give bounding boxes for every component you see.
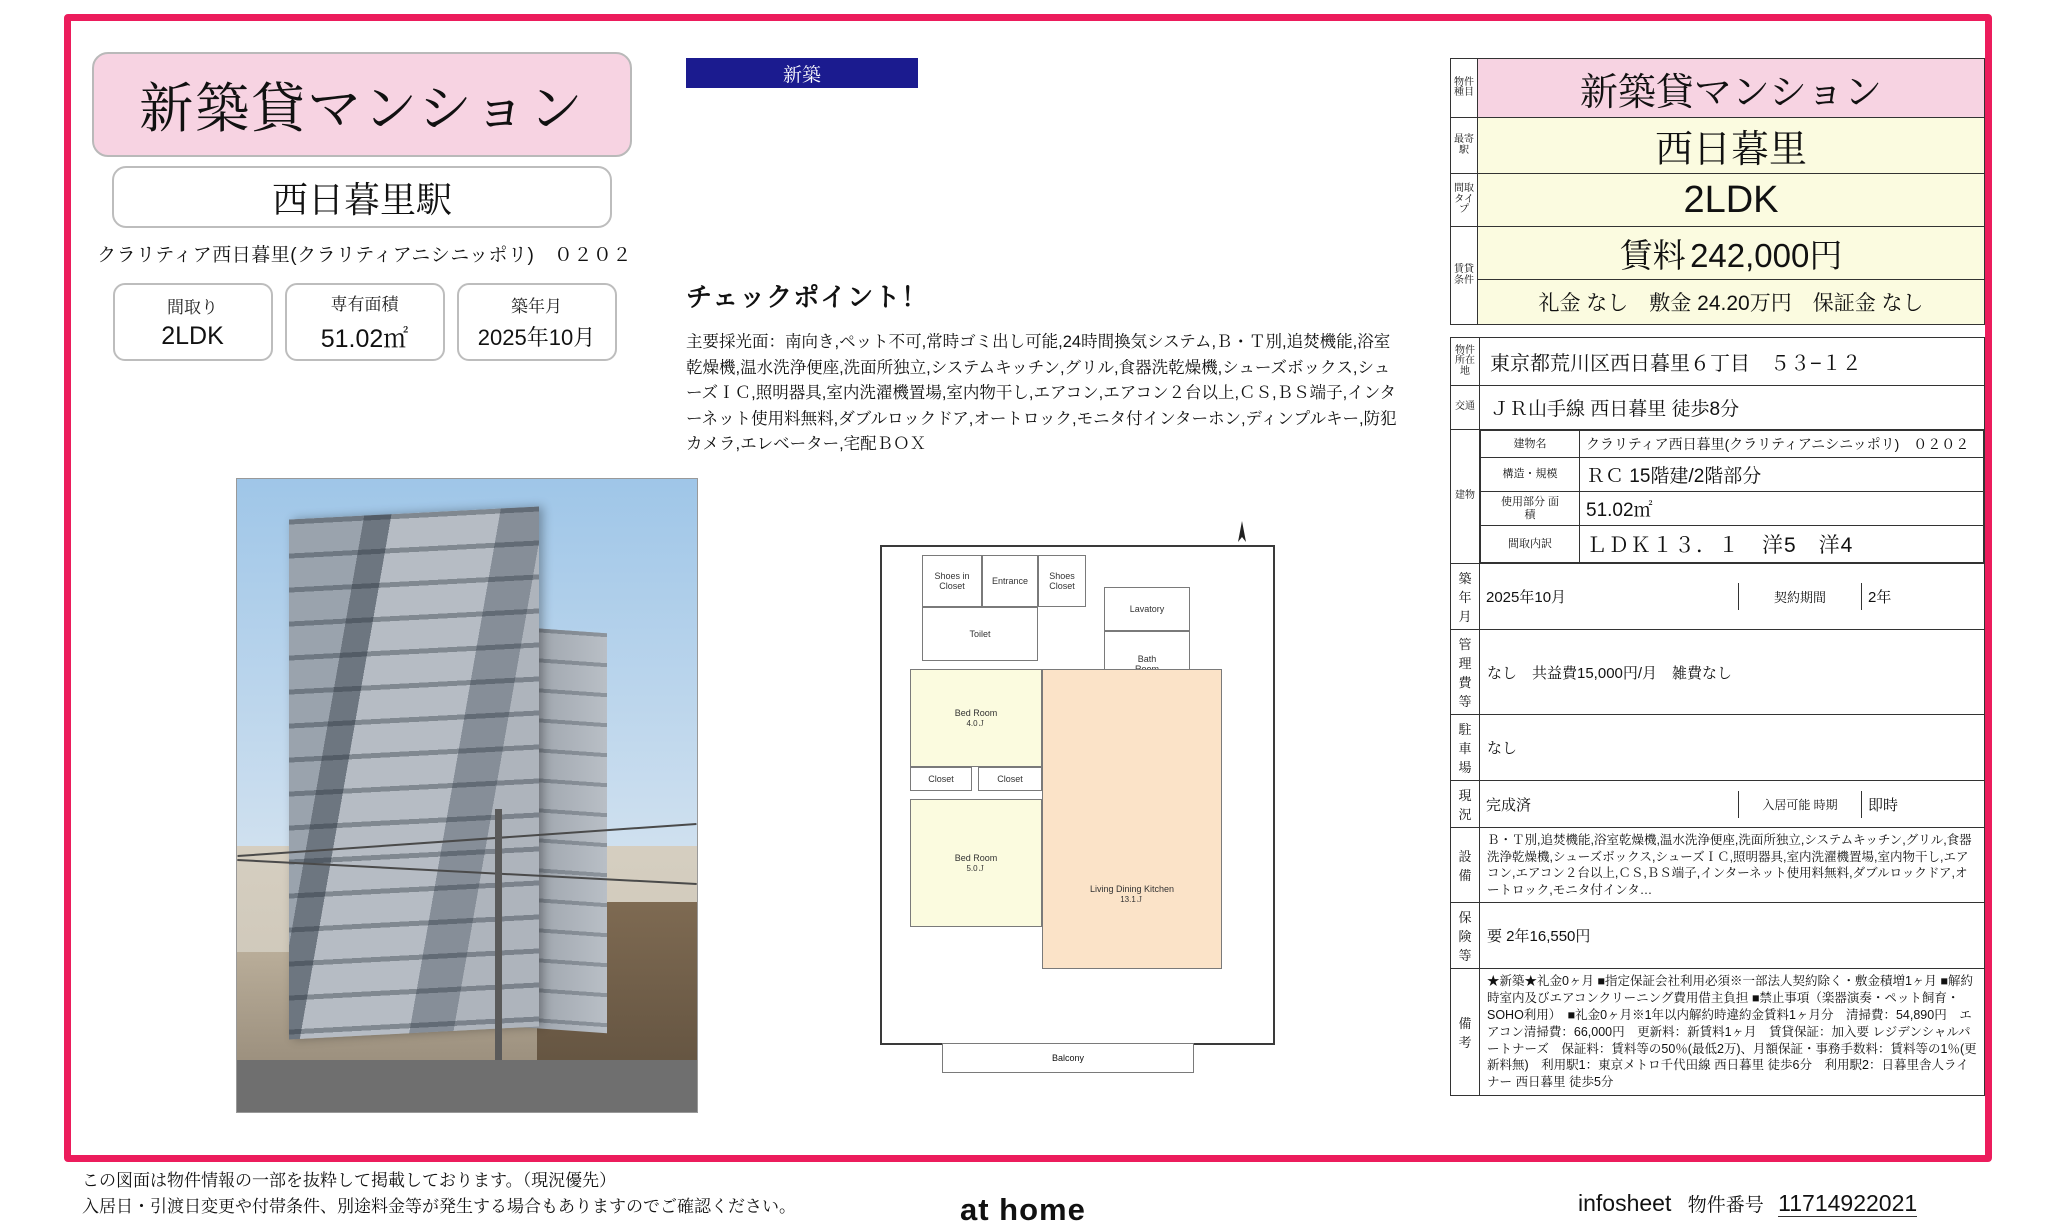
details-remarks-label: 備 考 bbox=[1451, 969, 1480, 1096]
details-builtdate-value: 2025年10月 bbox=[1480, 583, 1739, 610]
right-column bbox=[1450, 58, 1985, 1096]
building-row-area bbox=[1481, 492, 1984, 526]
details-parking-label: 駐車場 bbox=[1451, 715, 1480, 781]
summary-row-station-cell bbox=[1478, 118, 1985, 174]
building-structure-key: 構造・規模 bbox=[1481, 458, 1580, 492]
details-builtdate-label: 築年月 bbox=[1451, 564, 1480, 630]
station-name-text: 西日暮里駅 bbox=[271, 178, 452, 220]
property-no-label: 物件番号 bbox=[1687, 1195, 1764, 1216]
details-status-label: 現 況 bbox=[1451, 781, 1480, 828]
floor-plan-outline bbox=[880, 545, 1275, 1063]
spec-card-layout-value: 2LDK bbox=[161, 322, 224, 350]
details-table bbox=[1450, 337, 1985, 1096]
room-shoes-closet-label: Shoes bbox=[1049, 571, 1075, 581]
room-bedroom-1 bbox=[910, 669, 1042, 767]
left-column bbox=[92, 52, 637, 361]
summary-row-station-head: 最寄駅 bbox=[1451, 118, 1478, 174]
details-row-builtdate bbox=[1451, 564, 1985, 630]
details-contract-label: 契約期間 bbox=[1739, 583, 1862, 610]
summary-row-layout-value: 2LDK bbox=[1683, 178, 1779, 221]
room-ldk-size: 13.1Ｊ bbox=[1120, 894, 1144, 904]
summary-table bbox=[1450, 58, 1985, 325]
summary-row-type-value: 新築貸マンション bbox=[1478, 59, 1985, 118]
building-area-key: 使用部分 面 積 bbox=[1481, 492, 1580, 526]
building-name-text: クラリティア西日暮里(クラリティアニシニッポリ) ０２０２ bbox=[97, 245, 632, 266]
room-closet-1 bbox=[910, 767, 972, 791]
room-balcony-label: Balcony bbox=[1051, 1053, 1085, 1063]
details-row-equipment bbox=[1451, 828, 1985, 903]
details-insurance-label: 保険等 bbox=[1451, 903, 1480, 969]
room-closet-2 bbox=[978, 767, 1042, 791]
details-building-cell bbox=[1480, 430, 1985, 564]
details-address-value: 東京都荒川区西日暮里６丁目 ５３−１２ bbox=[1480, 338, 1985, 386]
details-movein-label: 入居可能 時期 bbox=[1739, 791, 1862, 818]
details-equipment-value: Ｂ・Ｔ別,追焚機能,浴室乾燥機,温水洗浄便座,洗面所独立,システムキッチン,グリル,食器洗浄乾燥機,シューズボックス,シューズＩＣ,照明器具,室内洗濯機置場,室内物干し,エアコン,エアコン２台以上,ＣＳ,ＢＳ端子,インターネット使用料無料,ダブルロックドア,オートロック,モニタ付インタ… bbox=[1480, 828, 1985, 903]
spec-card-builtdate-value: 2025年10月 bbox=[477, 325, 596, 350]
footer-disclaimer bbox=[82, 1168, 796, 1219]
photo-road bbox=[237, 1060, 697, 1112]
athome-logo bbox=[960, 1192, 1086, 1228]
room-bedroom-1-label: Bed Room bbox=[954, 707, 998, 718]
details-row-mgmtfee bbox=[1451, 630, 1985, 715]
summary-row-rent-cell bbox=[1478, 227, 1985, 280]
room-closet-2-label: Closet bbox=[997, 774, 1023, 784]
building-name-key: 建物名 bbox=[1481, 431, 1580, 458]
details-access-label: 交通 bbox=[1451, 386, 1480, 430]
footer-disclaimer-line2: 入居日・引渡日変更や付帯条件、別途料金等が発生する場合もありますのでご確認ください。 bbox=[82, 1196, 796, 1216]
building-area-value: 51.02㎡ bbox=[1580, 492, 1984, 526]
details-movein-value: 即時 bbox=[1868, 796, 1899, 814]
room-bedroom-2-label: Bed Room bbox=[954, 852, 998, 863]
summary-row-layout-cell bbox=[1478, 174, 1985, 227]
room-shoes-in-closet: Shoes in Closet bbox=[922, 555, 982, 607]
summary-row-type-head: 物件種目 bbox=[1451, 59, 1478, 118]
property-type-title-text: 新築貸マンション bbox=[139, 79, 585, 139]
details-contract-value: 2年 bbox=[1868, 589, 1892, 606]
building-layout-key: 間取内訳 bbox=[1481, 526, 1580, 563]
spec-card-area-label: 専有面積 bbox=[330, 294, 399, 314]
spec-card-area-value: 51.02㎡ bbox=[320, 324, 409, 353]
room-closet-1-label: Closet bbox=[928, 774, 954, 784]
summary-row-conditions-cell bbox=[1478, 280, 1985, 325]
room-shoes-closet: Shoes Closet bbox=[1038, 555, 1086, 607]
details-row-parking bbox=[1451, 715, 1985, 781]
room-toilet-label: Toilet bbox=[969, 629, 991, 639]
details-row-access bbox=[1451, 386, 1985, 430]
new-build-tag-text: 新築 bbox=[782, 64, 821, 86]
room-entrance bbox=[982, 555, 1038, 607]
spec-card-layout-label: 間取り bbox=[167, 298, 218, 317]
details-equipment-label: 設 備 bbox=[1451, 828, 1480, 903]
room-bedroom-1-size: 4.0Ｊ bbox=[966, 718, 986, 728]
details-mgmtfee-label: 管理費等 bbox=[1451, 630, 1480, 715]
checkpoint-title: チェックポイント！ bbox=[686, 282, 929, 312]
new-build-tag bbox=[686, 58, 918, 88]
details-mgmtfee-value: なし 共益費15,000円/月 雑費なし bbox=[1480, 630, 1985, 715]
details-row-status bbox=[1451, 781, 1985, 828]
details-parking-value: なし bbox=[1480, 715, 1985, 781]
summary-row-station bbox=[1451, 118, 1985, 174]
details-building-label: 建物 bbox=[1451, 430, 1480, 564]
summary-row-layout-head: 間取タイプ bbox=[1451, 174, 1478, 227]
summary-row-rent bbox=[1451, 227, 1985, 280]
athome-logo-text: at home bbox=[960, 1192, 1086, 1227]
building-photo bbox=[236, 478, 698, 1113]
details-row-building bbox=[1451, 430, 1985, 564]
status-sub-table bbox=[1480, 791, 1984, 818]
room-bedroom-2 bbox=[910, 799, 1042, 927]
room-ldk-label: Living Dining Kitchen bbox=[1089, 883, 1175, 894]
summary-row-rent-head: 賃貸条件 bbox=[1451, 227, 1478, 325]
spec-card-layout bbox=[113, 283, 273, 361]
infosheet-label: infosheet bbox=[1578, 1190, 1672, 1216]
building-row-structure bbox=[1481, 458, 1984, 492]
infosheet-footer bbox=[1578, 1190, 1917, 1217]
room-bath-label: Bath bbox=[1137, 654, 1157, 664]
room-living-dining-kitchen bbox=[1042, 669, 1222, 969]
summary-rent-value: 賃料 bbox=[1619, 236, 1686, 274]
details-status-cell bbox=[1480, 781, 1985, 828]
summary-row-conditions bbox=[1451, 280, 1985, 325]
room-lavatory-label: Lavatory bbox=[1129, 604, 1165, 614]
details-insurance-value: 要 2年16,550円 bbox=[1480, 903, 1985, 969]
floor-plan bbox=[880, 520, 1275, 1065]
footer-disclaimer-line1: この図面は物件情報の一部を抜粋して掲載しております。（現況優先） bbox=[82, 1171, 617, 1190]
summary-rent-amount: 242,000円 bbox=[1690, 236, 1843, 274]
checkpoint-body: 主要採光面：南向き,ペット不可,常時ゴミ出し可能,24時間換気システム,Ｂ・Ｔ別,追焚機能,浴室乾燥機,温水洗浄便座,洗面所独立,システムキッチン,グリル,食器洗乾燥機,シューズボックス,シューズＩＣ,照明器具,室内洗濯機置場,室内物干し,エアコン,エアコン２台以上,ＣＳ,ＢＳ端子,インターネット使用料無料,ダブルロックドア,オートロック,モニタ付インターホン,ディンプルキー,防犯カメラ,エレベーター,宅配ＢＯＸ bbox=[686, 333, 1397, 454]
summary-row-type bbox=[1451, 59, 1985, 118]
spec-card-builtdate-label: 築年月 bbox=[511, 297, 562, 316]
building-sub-table bbox=[1480, 430, 1984, 563]
room-toilet bbox=[922, 607, 1038, 661]
room-balcony bbox=[942, 1043, 1194, 1073]
building-name-value: クラリティア西日暮里(クラリティアニシニッポリ) ０２０２ bbox=[1580, 431, 1984, 458]
details-remarks-value: ★新築★礼金0ヶ月 ■指定保証会社利用必須※一部法人契約除く・敷金積増1ヶ月 ■解約時室内及びエアコンクリーニング費用借主負担 ■禁止事項（楽器演奏・ペット飼育・SOHO利用） ■礼金0ヶ月※1年以内解約時違約金賃料1ヶ月分 清掃費：54,890円 エアコン清掃費：66,000円 更新料：新賃料1ヶ月 賃貸保証：加入要 レジデンシャルパートナーズ 保証料：賃料等の50％(最低2万)、月額保証・事務手数料：賃料等の1％(更新料無) 利用駅1：東京メトロ千代田線 西日暮里 徒歩6分 利用駅2：日暮里舎人ライナー 西日暮里 徒歩5分 bbox=[1480, 969, 1985, 1096]
spec-card-area bbox=[285, 283, 445, 361]
building-structure-value: ＲＣ 15階建/2階部分 bbox=[1580, 458, 1984, 492]
builtdate-sub-table bbox=[1480, 583, 1984, 610]
property-no-value: 11714922021 bbox=[1778, 1190, 1918, 1216]
building-layout-value: ＬＤＫ１３．１ 洋5 洋4 bbox=[1580, 526, 1984, 563]
room-shoes-in-closet-label: Shoes in bbox=[934, 571, 970, 581]
summary-row-station-value: 西日暮里 bbox=[1654, 129, 1807, 171]
details-row-remarks bbox=[1451, 969, 1985, 1096]
details-builtdate-cell bbox=[1480, 564, 1985, 630]
details-row-address bbox=[1451, 338, 1985, 386]
spec-card-builtdate bbox=[457, 283, 617, 361]
room-entrance-label: Entrance bbox=[991, 576, 1029, 586]
room-bedroom-2-size: 5.0Ｊ bbox=[966, 863, 986, 873]
building-row-layout-detail bbox=[1481, 526, 1984, 563]
station-box bbox=[112, 166, 612, 228]
details-row-insurance bbox=[1451, 903, 1985, 969]
room-lavatory bbox=[1104, 587, 1190, 631]
summary-row-layout bbox=[1451, 174, 1985, 227]
summary-conditions-value: 礼金 なし 敷金 24.20万円 保証金 なし bbox=[1538, 292, 1924, 315]
details-status-value: 完成済 bbox=[1480, 791, 1739, 818]
property-type-title bbox=[92, 52, 632, 157]
details-access-value: ＪＲ山手線 西日暮里 徒歩8分 bbox=[1480, 386, 1985, 430]
spec-card-row bbox=[92, 283, 637, 361]
building-row-name bbox=[1481, 431, 1984, 458]
details-address-label: 物件所在地 bbox=[1451, 338, 1480, 386]
compass-north-icon bbox=[1229, 520, 1255, 546]
